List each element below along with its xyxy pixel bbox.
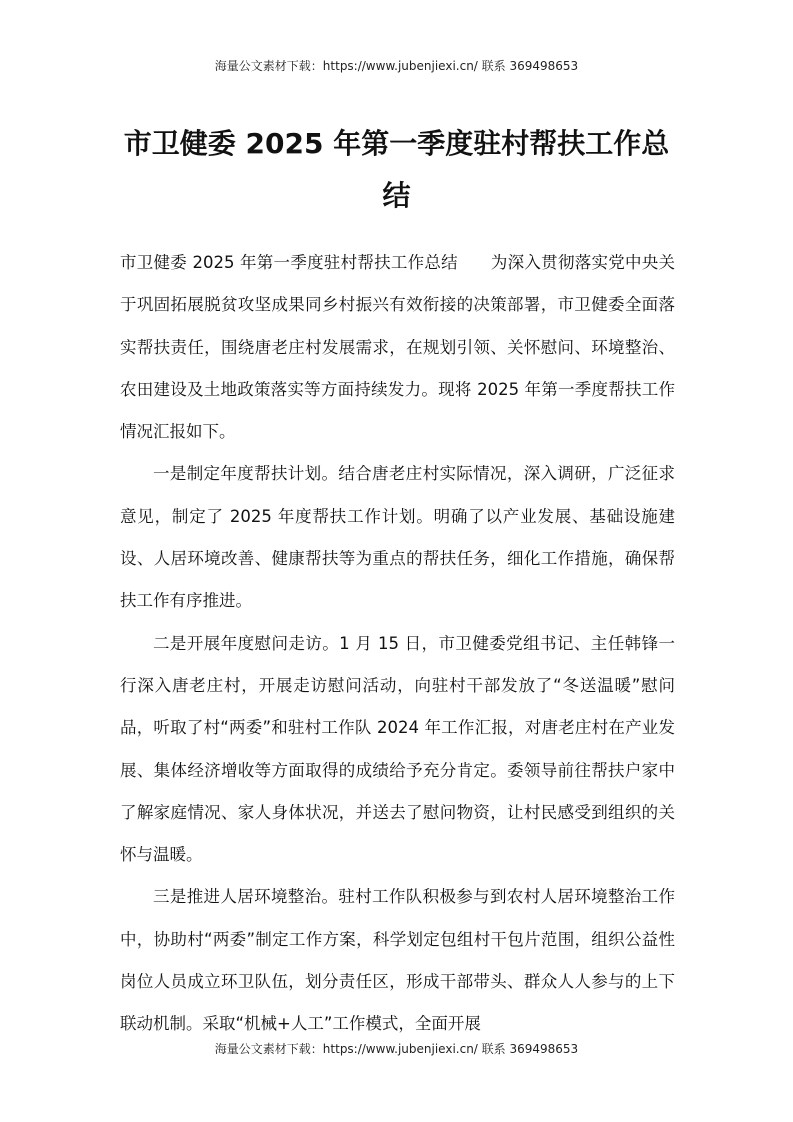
paragraph-plan: 一是制定年度帮扶计划。结合唐老庄村实际情况，深入调研，广泛征求意见，制定了 2025 年度帮扶工作计划。明确了以产业发展、基础设施建设、人居环境改善、健康帮扶等为重点的帮扶任务，细化工作措施，确保帮扶工作有序推进。 [120, 464, 675, 611]
intro-lead-title: 市卫健委 2025 年第一季度驻村帮扶工作总结 [120, 253, 458, 272]
paragraph-visit: 二是开展年度慰问走访。1 月 15 日，市卫健委党组书记、主任韩锋一行深入唐老庄村，开展走访慰问活动，向驻村干部发放了“冬送温暖”慰问品，听取了村“两委”和驻村工作队 2024 年工作汇报，对唐老庄村在产业发展、集体经济增收等方面取得的成绩给予充分肯定。委领导前往帮扶户家中了解家庭情况、家人身体状况，并送去了慰问物资，让村民感受到组织的关怀与温暖。 [120, 633, 675, 865]
intro-text: 为深入贯彻落实党中央关于巩固拓展脱贫攻坚成果同乡村振兴有效衔接的决策部署，市卫健委全面落实帮扶责任，围绕唐老庄村发展需求，在规划引领、关怀慰问、环境整治、农田建设及土地政策落实等方面持续发力。现将 2025 年第一季度帮扶工作情况汇报如下。 [120, 253, 675, 442]
page-footer: 海量公文素材下载：https://www.jubenjiexi.cn/ 联系 369498653 [214, 1042, 579, 1056]
paragraph-environment: 三是推进人居环境整治。驻村工作队积极参与到农村人居环境整治工作中，协助村“两委”制定工作方案，科学划定包组村干包片范围，组织公益性岗位人员成立环卫队伍，划分责任区，形成干部带头、群众人人参与的上下联动机制。采取“机械+人工”工作模式，全面开展 [120, 887, 675, 1034]
document-title: 市卫健委 2025 年第一季度驻村帮扶工作总结 [123, 127, 670, 212]
page-header: 海量公文素材下载：https://www.jubenjiexi.cn/ 联系 369498653 [214, 59, 579, 73]
intro-paragraph [120, 242, 675, 453]
document-body [120, 242, 675, 1046]
